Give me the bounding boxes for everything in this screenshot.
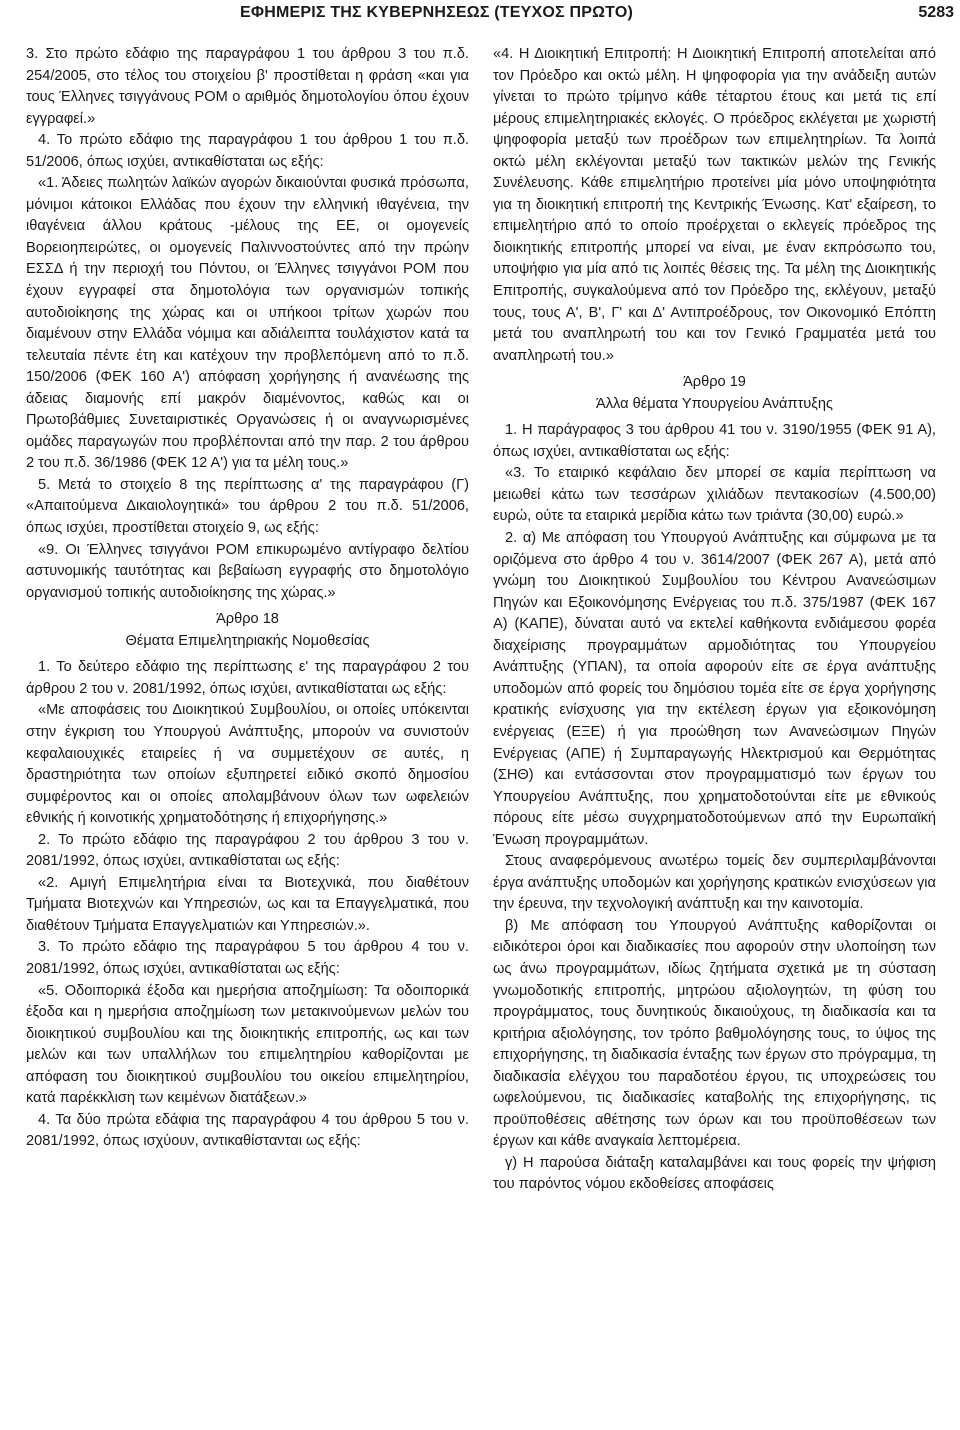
page-number: 5283 — [918, 4, 954, 21]
paragraph: 4. Το πρώτο εδάφιο της παραγράφου 1 του άρθρου 1 του π.δ. 51/2006, όπως ισχύει, αντικαθίσταται ως εξής: — [26, 132, 469, 170]
article-number: Άρθρο 19 — [683, 374, 746, 391]
paragraph: «Με αποφάσεις του Διοικητικού Συμβουλίου, οι οποίες υπόκεινται στην έγκριση του Υπουργού Ανάπτυξης, μπορούν να συνιστούν κεφαλαιουχικές εταιρείες ή να συμμετέχουν σε αυτές, η δραστηριότητα των οποίων εξυπηρετεί ειδικό σκοπό δημοσίου συμφέροντος και οι οποίες απολαμβάνουν όλων των ωφελειών εθνικής ή κοινοτικής χρηματοδότησης ή επιχορήγησης.» — [26, 702, 469, 827]
article-title: Άλλα θέματα Υπουργείου Ανάπτυξης — [596, 395, 833, 412]
paragraph: «9. Οι Έλληνες τσιγγάνοι ΡΟΜ επικυρωμένο αντίγραφο δελτίου αστυνομικής ταυτότητας και βεβαίωση εγγραφής στο δημοτολόγιο οργανισμού τοπικής αυτοδιοίκησης της χώρας.» — [26, 541, 469, 601]
gazette-title: ΕΦΗΜΕΡΙΣ ΤΗΣ ΚΥΒΕΡΝΗΣΕΩΣ (ΤΕΥΧΟΣ ΠΡΩΤΟ) — [240, 4, 634, 21]
paragraph: 1. Το δεύτερο εδάφιο της περίπτωσης ε' της παραγράφου 2 του άρθρου 2 του ν. 2081/1992, όπως ισχύει, αντικαθίσταται ως εξής: — [26, 659, 469, 697]
page-header — [0, 4, 960, 28]
paragraph: 4. Τα δύο πρώτα εδάφια της παραγράφου 4 του άρθρου 5 του ν. 2081/1992, όπως ισχύουν, αντικαθίστανται ως εξής: — [26, 1111, 469, 1150]
right-column — [493, 44, 936, 1196]
article-title: Θέματα Επιμελητηριακής Νομοθεσίας — [125, 632, 370, 649]
paragraph: «2. Αμιγή Επιμελητήρια είναι τα Βιοτεχνικά, που διαθέτουν Τμήματα Βιοτεχνών και Υπηρεσιών, ως και τα Επαγγελματικά, που διαθέτουν Τμήματα Επαγγελματιών και Υπηρεσιών.». — [26, 874, 469, 934]
paragraph: 3. Στο πρώτο εδάφιο της παραγράφου 1 του άρθρου 3 του π.δ. 254/2005, στο τέλος του στοιχείου β' προστίθεται η φράση «και για τους Έλληνες τσιγγάνους ΡΟΜ ο αριθμός δημοτολογίου όπου έχουν εγγραφεί.» — [26, 46, 469, 127]
paragraph: «1. Άδειες πωλητών λαϊκών αγορών δικαιούνται φυσικά πρόσωπα, μόνιμοι κάτοικοι Ελλάδας που έχουν την ελληνική ιθαγένεια, την ιθαγένεια άλλου κράτους -μέλους της ΕΕ, οι ομογενείς Βορειοηπειρώτες, οι ομογενείς Παλιννοστούντες από την πρώην ΕΣΣΔ ή την περιοχή του Πόντου, οι Έλληνες τσιγγάνοι ΡΟΜ που έχουν εγγραφεί στα δημοτολόγια των οργανισμών τοπικής αυτοδιοίκησης της χώρας και οι υπήκοοι τρίτων χωρών που διαμένουν στην Ελλάδα νόμιμα και αδιάλειπτα τουλάχιστον κατά τα τελευταία πέντε έτη και κατέχουν την προβλεπόμενη από το π.δ. 150/2006 (ΦΕΚ 160 Α') απόφαση χορήγησης ή ανανέωσης της άδειας διαμονής επί μακρόν διαμένοντος, καθώς και οι Πρωτοβάθμιες Συνεταιριστικές Οργανώσεις ή οι αναγνωρισμένες ομάδες παραγωγών που προβλέπονται από την παρ. 2 του άρθρου 2 του π.δ. 36/1986 (ΦΕΚ 12 Α') για τα μέλη τους.» — [26, 175, 469, 472]
paragraph: «3. Το εταιρικό κεφάλαιο δεν μπορεί σε καμία περίπτωση να μειωθεί κάτω των τεσσάρων χιλιάδων πεντακοσίων (4.500,00) ευρώ, ούτε τα εταιρικά μερίδια κάτω των τριάντα (30,00) ευρώ.» — [493, 465, 936, 525]
paragraph: β) Με απόφαση του Υπουργού Ανάπτυξης καθορίζονται οι ειδικότεροι όροι και διαδικασίες που αφορούν στην υλοποίηση των ως άνω προγραμμάτων, ιδίως ζητήματα σχετικά με τη σύσταση γνωμοδοτικής επιτροπής, μητρώου αξιολογητών, τη φύση του προγράμματος, τους δυνητικούς δικαιούχους, τη διαδικασία και τα κριτήρια αξιολόγησης, τον τρόπο βαθμολόγησης τους, το ύψος της επιχορήγησης, τη διαδικασία ένταξης των έργων στο πρόγραμμα, τη διαδικασία ελέγχου του παραδοτέου έργου, τις υποχρεώσεις του ωφελούμενου, τις διαδικασίες καταβολής της επιχορήγησης, τις προϋποθέσεις αθέτησης των όρων και του προϋποθέσεων των έργων και κάθε αναγκαία λεπτομέρεια. — [493, 917, 936, 1150]
paragraph: 5. Μετά το στοιχείο 8 της περίπτωσης α' της παραγράφου (Γ) «Απαιτούμενα Δικαιολογητικά» του άρθρου 2 του π.δ. 51/2006, όπως ισχύει, προστίθεται στοιχείο 9, ως εξής: — [26, 476, 469, 537]
paragraph: 3. Το πρώτο εδάφιο της παραγράφου 5 του άρθρου 4 του ν. 2081/1992, όπως ισχύει, αντικαθίσταται ως εξής: — [26, 939, 469, 977]
paragraph: «4. Η Διοικητική Επιτροπή: Η Διοικητική Επιτροπή αποτελείται από τον Πρόεδρο και οκτώ μέλη. Η ψηφοφορία για την ανάδειξη αυτών γίνεται το πρώτο τρίμηνο κάθε τέταρτου έτους και μετά τις επί μέρους επιμελητηριακές εκλογές. Ο πρόεδρος εκλέγεται με χωριστή ψηφοφορία μεταξύ των προέδρων των επιμελητηρίων. Τα λοιπά οκτώ μέλη εκλέγονται μεταξύ των τακτικών μελών της Γενικής Συνέλευσης. Κάθε επιμελητήριο προτείνει μία μόνο υποψηφιότητα για τη διοικητική επιτροπή της Κεντρικής Ένωσης. Κατ' εξαίρεση, το επιμελητήριο από το οποίο προέρχεται ο εκλεγείς πρόεδρος της διοικητικής επιτροπής μπορεί να είναι, με έναν εκπρόσωπο του, υποψήφιο για μία από τις λοιπές θέσεις της. Τα μέλη της Διοικητικής Επιτροπής, συγκαλούμενα από τον Πρόεδρο της, εκλέγουν, μεταξύ τους, τους Α', Β', Γ' και Δ' Αντιπροέδρους, τον Οικονομικό Επόπτη μετά του αναπληρωτή του και τον Γενικό Γραμματέα μετά του αναπληρωτή του.» — [493, 46, 936, 364]
paragraph: 1. Η παράγραφος 3 του άρθρου 41 του ν. 3190/1955 (ΦΕΚ 91 Α), όπως ισχύει, αντικαθίσταται ως εξής: — [493, 422, 936, 460]
paragraph: γ) Η παρούσα διάταξη καταλαμβάνει και τους φορείς την ψήφιση του παρόντος νόμου εκδοθείσες αποφάσεις — [493, 1154, 936, 1193]
paragraph: Στους αναφερόμενους ανωτέρω τομείς δεν συμπεριλαμβάνονται έργα ανάπτυξης υποδομών και χορήγησης κρατικών ενισχύσεων για την έρευνα, την τεχνολογική ανάπτυξη και την καινοτομία. — [493, 853, 936, 913]
article-number: Άρθρο 18 — [216, 611, 279, 628]
paragraph: «5. Οδοιπορικά έξοδα και ημερήσια αποζημίωση: Τα οδοιπορικά έξοδα και η ημερήσια αποζημίωση των μετακινούμενων μελών του διοικητικού συμβουλίου και της διοικητικής επιτροπής, ως και των μελών και των υπαλλήλων του επιμελητηρίου καθορίζονται με απόφαση του διοικητικού συμβουλίου του οικείου επιμελητηρίου, κατά παρέκκλιση των κειμένων διατάξεων.» — [26, 982, 469, 1107]
paragraph: 2. α) Με απόφαση του Υπουργού Ανάπτυξης και σύμφωνα με τα οριζόμενα στο άρθρο 4 του ν. 3614/2007 (ΦΕΚ 267 Α), μετά από γνώμη του Διοικητικού Συμβουλίου του Κέντρου Ανανεώσιμων Πηγών και Εξοικονόμησης Ενέργειας του π.δ. 375/1987 (ΦΕΚ 167 Α) (ΚΑΠΕ), δύναται αυτό να εκτελεί καθήκοντα ενδιάμεσου φορέα διαχείρισης προγραμμάτων αρμοδιότητας του Υπουργείου Ανάπτυξης (ΥΠΑΝ), τα οποία αφορούν είτε σε έργα ανάπτυξης υποδομών από φορείς του δημόσιου τομέα είτε σε έργα χορήγησης κρατικής ενίσχυσης για την εκτέλεση έργων για εξοικονόμηση ενέργειας (ΕΞΕ) ή για προώθηση των Ανανεώσιμων Πηγών Ενέργειας (ΑΠΕ) ή Συμπαραγωγής Ηλεκτρισμού και Θερμότητας (ΣΗΘ) και εντάσσονται στον προγραμματισμό των έργων του Υπουργείου Ανάπτυξης, που χρηματοδοτούνται είτε με εθνικούς πόρους είτε μέσω συγχρηματοδοτούμενων από την Ευρωπαϊκή Ένωση προγραμμάτων. — [493, 530, 936, 848]
left-column — [26, 44, 469, 1153]
paragraph: 2. Το πρώτο εδάφιο της παραγράφου 2 του άρθρου 3 του ν. 2081/1992, όπως ισχύει, αντικαθίσταται ως εξής: — [26, 831, 469, 870]
